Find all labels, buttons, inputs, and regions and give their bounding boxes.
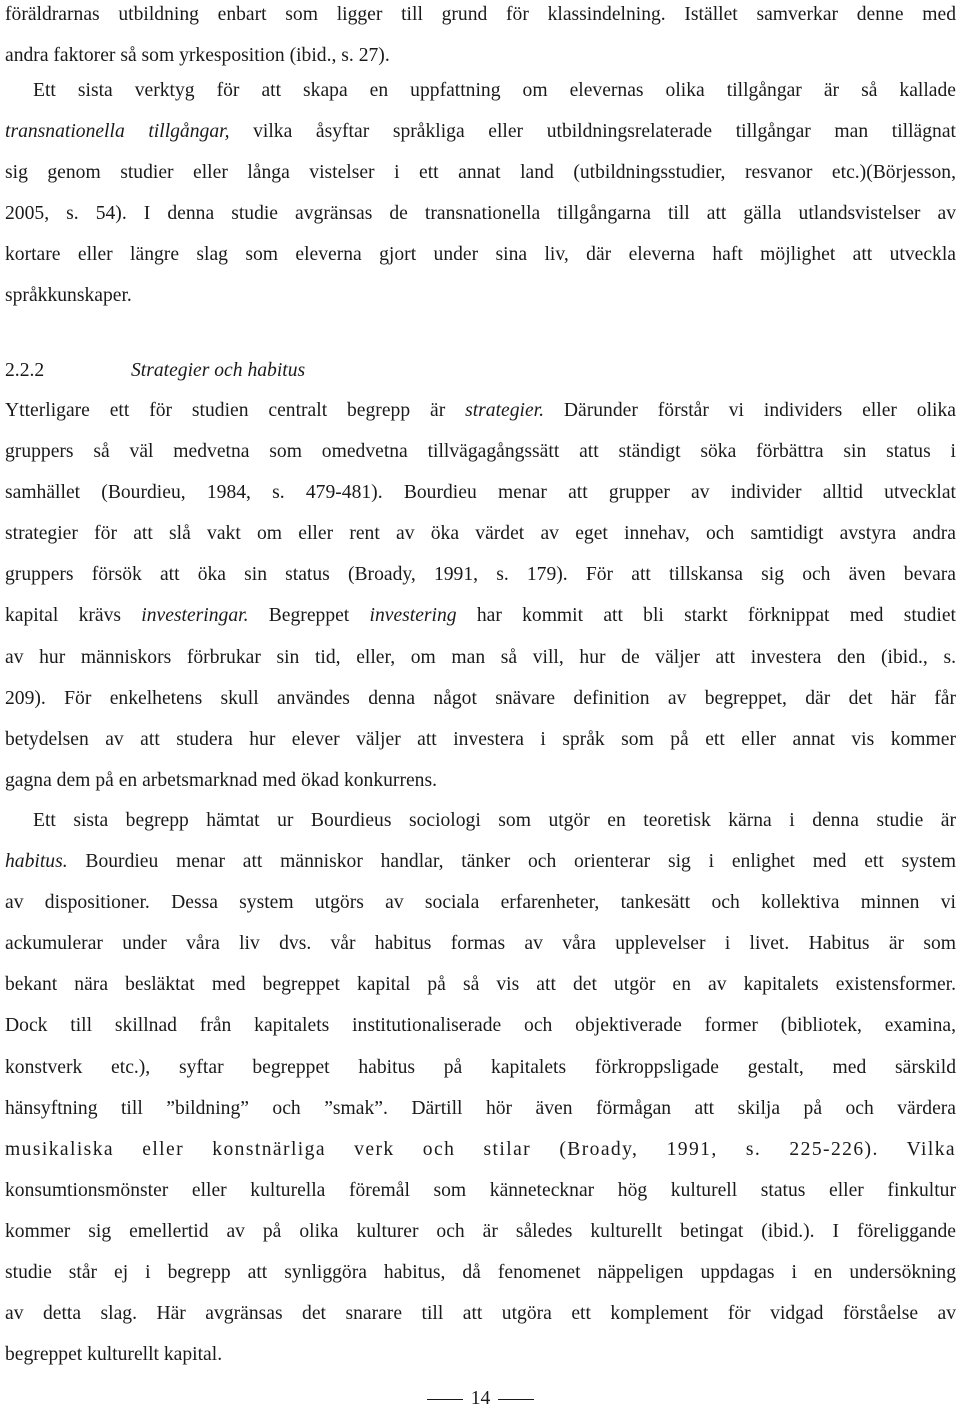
paragraph-habitus: [5, 800, 956, 1375]
text-run: samhället (Bourdieu, 1984, s. 479-481). Bourdieu menar att grupper av individer alltid utvecklat: [5, 482, 956, 504]
text-run: Dock till skillnad från kapitalets institutionaliserade och objektiverade former (bibliotek, examina,: [5, 1015, 956, 1037]
page-number: 14: [470, 1388, 491, 1409]
text-line: [5, 882, 956, 923]
text-line: [5, 234, 956, 275]
text-line: [5, 111, 956, 152]
text-line: [5, 1088, 956, 1129]
text-run: gruppers försök att öka sin status (Broady, 1991, s. 179). För att tillskansa sig och även bevara: [5, 564, 956, 586]
text-run: av hur människors förbrukar sin tid, eller, om man så vill, hur de väljer att investera den (ibid., s.: [5, 646, 956, 668]
text-run: föräldrarnas utbildning enbart som ligger till grund för klassindelning. Istället samverkar denne med: [5, 4, 956, 25]
text-run: av detta slag. Här avgränsas det snarare till att utgöra ett komplement för vidgad förståelse av: [5, 1303, 956, 1325]
text-run: Begreppet: [248, 605, 370, 627]
text-line: [5, 800, 956, 841]
text-run: strategier.: [465, 400, 545, 421]
text-run: investeringar.: [141, 605, 249, 627]
text-run: har kommit att bli starkt förknippat med studiet: [456, 605, 956, 627]
text-run: bekant nära besläktat med begreppet kapital på så vis att det utgör en av kapitalets existensformer.: [5, 974, 956, 996]
text-run: 209). För enkelhetens skull användes denna något snävare definition av begreppet, där det här får: [5, 687, 956, 709]
text-line: [5, 1005, 956, 1046]
paragraph-strategier: [5, 390, 956, 801]
text-line: [5, 637, 956, 678]
section-title: Strategier och habitus: [131, 360, 306, 381]
text-line: [5, 719, 956, 760]
text-run: Ett sista begrepp hämtat ur Bourdieus sociologi som utgör en teoretisk kärna i denna studie är: [33, 810, 956, 831]
text-run: andra faktorer så som yrkesposition (ibid., s. 27).: [5, 45, 390, 67]
text-line: [5, 1170, 956, 1211]
text-run: begreppet kulturellt kapital.: [5, 1344, 223, 1366]
document-page: [5, 0, 956, 1410]
text-line: [5, 1293, 956, 1334]
text-line: [5, 1047, 956, 1088]
text-line: [5, 1211, 956, 1252]
text-line: [5, 275, 956, 316]
text-run: musikaliska eller konstnärliga verk och stilar (Broady, 1991, s. 225-226). Vilka: [5, 1138, 956, 1160]
text-line: [5, 678, 956, 719]
text-line: [5, 431, 956, 472]
text-run: habitus.: [5, 851, 68, 873]
text-run: ackumulerar under våra liv dvs. vår habitus formas av våra upplevelser i livet. Habitus är som: [5, 933, 956, 955]
text-run: studie står ej i begrepp att synliggöra habitus, då fenomenet näppeligen uppdagas i en undersökning: [5, 1262, 956, 1284]
text-run: kommer sig emellertid av på olika kulturer och är således kulturellt betingat (ibid.). I föreliggande: [5, 1220, 956, 1242]
text-run: strategier för att slå vakt om eller rent av öka värdet av eget innehav, och samtidigt avstyra andra: [5, 523, 956, 545]
text-run: kapital krävs: [5, 605, 142, 627]
text-line: [5, 1252, 956, 1293]
text-line: [5, 472, 956, 513]
text-line: [5, 152, 956, 193]
text-run: transnationella tillgångar,: [5, 121, 230, 143]
text-line: [5, 1129, 956, 1170]
text-run: kortare eller längre slag som eleverna gjort under sina liv, där eleverna haft möjlighet att utveckla: [5, 244, 956, 266]
paragraph-continuation: [5, 0, 956, 76]
text-run: Därunder förstår vi individers eller olika: [544, 400, 956, 421]
text-line: [5, 390, 956, 431]
text-run: Ytterligare ett för studien centralt begrepp är: [5, 400, 466, 421]
footer-dash-left: [427, 1399, 463, 1400]
text-line: [5, 0, 956, 35]
text-run: vilka åsyftar språkliga eller utbildningsrelaterade tillgångar man tillägnat: [229, 121, 956, 143]
text-run: Bourdieu menar att människor handlar, tänker och orienterar sig i enlighet med ett system: [67, 851, 956, 873]
text-line: [5, 1334, 956, 1375]
paragraph-transnationella: [5, 70, 956, 317]
text-line: [5, 513, 956, 554]
text-line: [5, 70, 956, 111]
text-run: av dispositioner. Dessa system utgörs av sociala erfarenheter, tankesätt och kollektiva minnen vi: [5, 892, 956, 914]
text-line: [5, 760, 956, 801]
text-run: konstverk etc.), syftar begreppet habitus på kapitalets förkroppsligade gestalt, med särskild: [5, 1056, 956, 1078]
text-run: hänsyftning till ”bildning” och ”smak”. Därtill hör även förmågan att skilja på och värdera: [5, 1097, 956, 1119]
section-heading: [5, 350, 305, 391]
text-line: [5, 964, 956, 1005]
section-number: 2.2.2: [5, 360, 45, 381]
text-run: Ett sista verktyg för att skapa en uppfattning om elevernas olika tillgångar är så kallade: [33, 80, 956, 101]
text-run: sig genom studier eller långa vistelser i ett annat land (utbildningsstudier, resvanor etc.)(Börjesson,: [5, 162, 956, 184]
text-run: gagna dem på en arbetsmarknad med ökad konkurrens.: [5, 769, 438, 791]
text-line: [5, 554, 956, 595]
text-run: betydelsen av att studera hur elever väljer att investera i språk som på ett eller annat vis kommer: [5, 728, 956, 750]
text-run: investering: [369, 605, 457, 627]
text-line: [5, 193, 956, 234]
text-line: [5, 923, 956, 964]
text-run: konsumtionsmönster eller kulturella föremål som kännetecknar hög kulturell status eller finkultur: [5, 1179, 956, 1201]
text-line: [5, 841, 956, 882]
text-line: [5, 595, 956, 636]
footer-dash-right: [498, 1399, 534, 1400]
text-run: 2005, s. 54). I denna studie avgränsas de transnationella tillgångarna till att gälla utlandsvistelser av: [5, 203, 956, 225]
text-run: språkkunskaper.: [5, 285, 132, 307]
text-run: gruppers så väl medvetna som omedvetna tillvägagångssätt att ständigt söka förbättra sin status i: [5, 441, 956, 463]
